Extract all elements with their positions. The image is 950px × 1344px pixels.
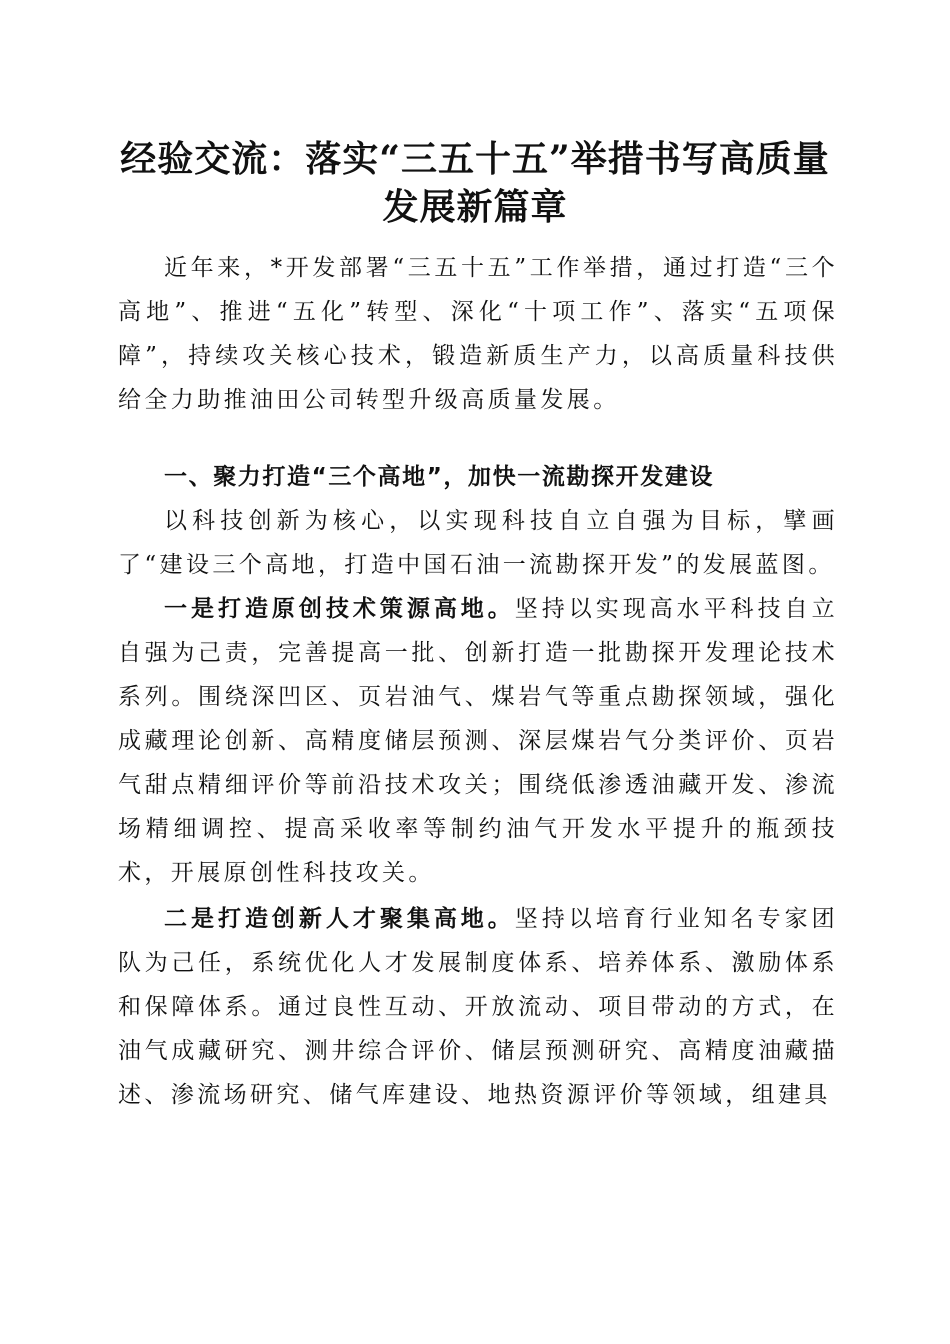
- point-2-text: 坚持以培育行业知名专家团队为己任，系统优化人才发展制度体系、培养体系、激励体系和保障体系。通过良性互动、开放流动、项目带动的方式，在油气成藏研究、测井综合评价、储层预测研究、高精度油藏描述、渗流场研究、储气库建设、地热资源评价等领域，组建具: [118, 906, 838, 1108]
- intro-paragraph: 近年来，*开发部署“三五十五”工作举措，通过打造“三个高地”、推进“五化”转型、深化“十项工作”、落实“五项保障”，持续攻关核心技术，锻造新质生产力，以高质量科技供给全力助推油田公司转型升级高质量发展。: [118, 255, 838, 413]
- point-2-paragraph: [118, 897, 838, 1117]
- point-2-lead: 二是打造创新人才聚集高地。: [164, 905, 515, 932]
- point-1-lead: 一是打造原创技术策源高地。: [164, 595, 515, 622]
- document-title-line-1: 经验交流：落实“三五十五”举措书写高质量: [120, 138, 830, 180]
- point-1-paragraph: [118, 587, 838, 895]
- section-1-intro-paragraph: 以科技创新为核心，以实现科技自立自强为目标，擘画了“建设三个高地，打造中国石油一流勘探开发”的发展蓝图。: [118, 508, 838, 578]
- section-1-heading: 一、聚力打造“三个高地”，加快一流勘探开发建设: [164, 464, 715, 490]
- document-title-line-2: 发展新篇章: [382, 186, 568, 228]
- point-1-text: 坚持以实现高水平科技自立自强为己责，完善提高一批、创新打造一批勘探开发理论技术系列。围绕深凹区、页岩油气、煤岩气等重点勘探领域，强化成藏理论创新、高精度储层预测、深层煤岩气分类评价、页岩气甜点精细评价等前沿技术攻关；围绕低渗透油藏开发、渗流场精细调控、提高采收率等制约油气开发水平提升的瓶颈技术，开展原创性科技攻关。: [118, 596, 838, 886]
